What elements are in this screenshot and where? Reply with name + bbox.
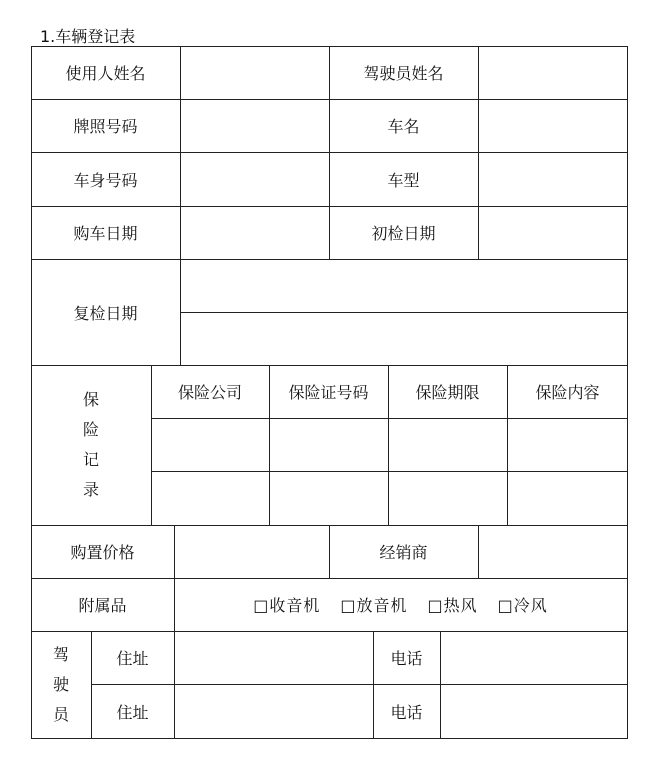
- address-field-1[interactable]: [174, 631, 373, 684]
- driver-name-field[interactable]: [478, 46, 627, 99]
- insurance-content-field-1[interactable]: [507, 418, 628, 471]
- policy-number-field-1[interactable]: [269, 418, 388, 471]
- label-insurance-record: [31, 365, 151, 525]
- label-first-inspection: 初检日期: [371, 224, 436, 243]
- phone-field-2[interactable]: [440, 684, 627, 738]
- car-name-field[interactable]: [478, 99, 627, 152]
- purchase-price-field[interactable]: [174, 525, 329, 578]
- insurance-content-field-2[interactable]: [507, 471, 628, 525]
- car-model-field[interactable]: [478, 152, 627, 206]
- insurance-term-field-2[interactable]: [388, 471, 507, 525]
- label-dealer: 经销商: [379, 543, 428, 562]
- label-user-name: 使用人姓名: [65, 64, 146, 83]
- body-no-field[interactable]: [180, 152, 329, 206]
- reinspection-field-1[interactable]: [180, 259, 628, 312]
- label-address-2: 住址: [116, 702, 149, 722]
- reinspection-field-2[interactable]: [180, 312, 628, 365]
- label-address-1: 住址: [116, 649, 149, 668]
- label-driver-name: 驾驶员姓名: [363, 64, 444, 83]
- insurance-char: 保: [82, 390, 99, 409]
- accessory-ac-checkbox[interactable]: □冷风: [497, 596, 548, 615]
- driver-char: 驶: [52, 674, 69, 694]
- header-policy-number: 保险证号码: [288, 383, 369, 402]
- insurance-char: 记: [82, 450, 99, 469]
- driver-char: 员: [52, 704, 69, 724]
- label-phone-1: 电话: [390, 649, 423, 668]
- dealer-field[interactable]: [478, 525, 627, 578]
- label-purchase-price: 购置价格: [70, 543, 135, 562]
- label-plate-no: 牌照号码: [73, 117, 138, 136]
- accessory-player-checkbox[interactable]: □放音机: [340, 596, 408, 615]
- label-purchase-date: 购车日期: [73, 224, 138, 243]
- accessory-heater-checkbox[interactable]: □热风: [427, 596, 478, 615]
- insurance-char: 险: [82, 420, 99, 439]
- form-title: 1.车辆登记表: [40, 27, 136, 46]
- address-field-2[interactable]: [174, 684, 373, 738]
- first-inspection-field[interactable]: [478, 206, 627, 259]
- insurance-char: 录: [82, 480, 99, 499]
- label-body-no: 车身号码: [73, 170, 138, 190]
- driver-char: 驾: [52, 644, 69, 664]
- header-insurance-company: 保险公司: [177, 383, 242, 402]
- insurance-company-field-1[interactable]: [151, 418, 269, 471]
- policy-number-field-2[interactable]: [269, 471, 388, 525]
- purchase-date-field[interactable]: [180, 206, 329, 259]
- label-accessories: 附属品: [78, 596, 127, 615]
- label-phone-2: 电话: [390, 702, 423, 722]
- label-driver: [31, 631, 91, 738]
- insurance-term-field-1[interactable]: [388, 418, 507, 471]
- header-insurance-term: 保险期限: [415, 383, 480, 402]
- header-insurance-content: 保险内容: [535, 383, 600, 402]
- phone-field-1[interactable]: [440, 631, 627, 684]
- user-name-field[interactable]: [180, 46, 329, 99]
- accessory-radio-checkbox[interactable]: □收音机: [253, 596, 321, 615]
- label-reinspection: 复检日期: [73, 303, 138, 323]
- plate-no-field[interactable]: [180, 99, 329, 152]
- label-car-model: 车型: [387, 170, 420, 190]
- insurance-company-field-2[interactable]: [151, 471, 269, 525]
- label-car-name: 车名: [387, 117, 420, 136]
- accessories-options: [174, 578, 627, 631]
